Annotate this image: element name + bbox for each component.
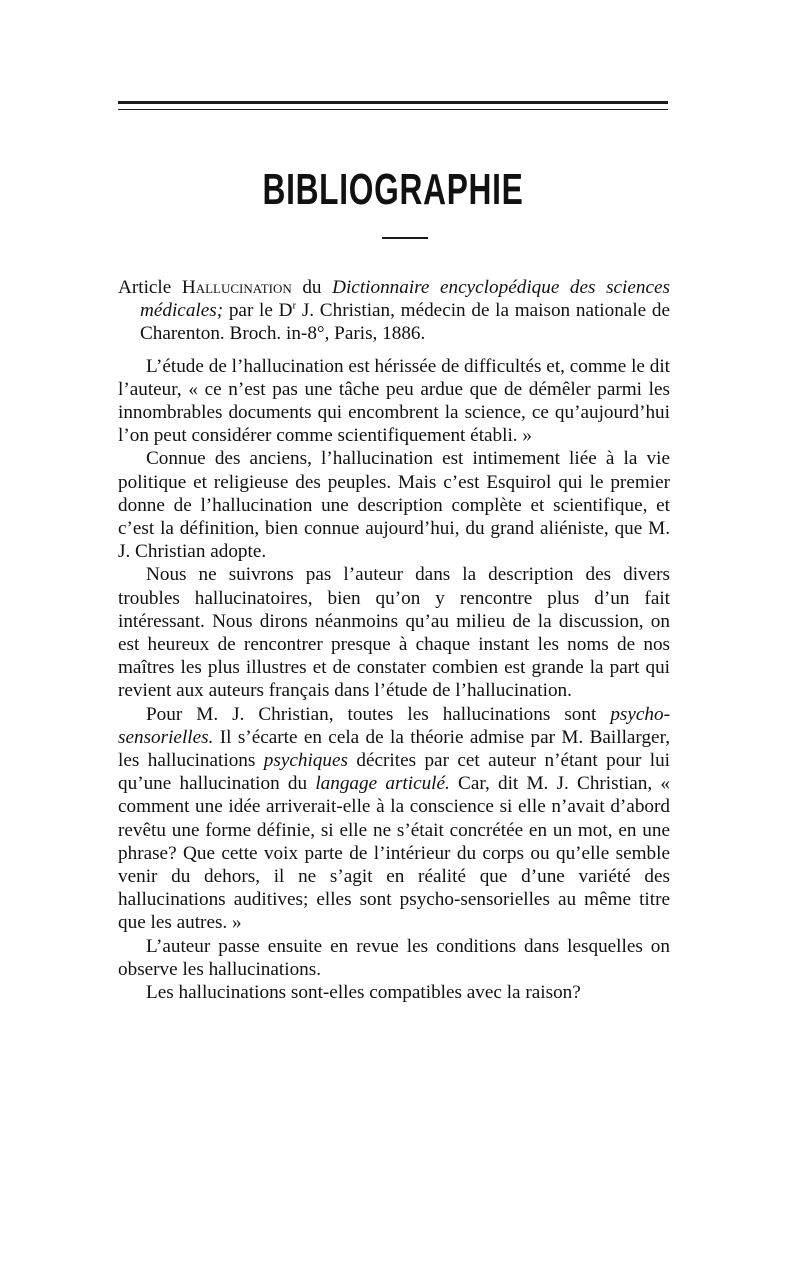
- paragraph-4: [118, 703, 670, 935]
- ref-work: Dictionnaire encyclopédique des sciences médicales;: [140, 277, 671, 322]
- paragraph-6: Les hallucinations sont-elles compatibles avec la raison?: [146, 982, 581, 1004]
- paragraph-3: Nous ne suivrons pas l’auteur dans la description des divers troubles hallucinatoires, bien qu’on y rencontre plus d’un fait intéressant. Nous dirons néanmoins qu’au milieu de la discussion, on est heureux de rencontrer presque à chaque instant les noms de nos maîtres les plus illustres et de constater combien est grande la part qui revient aux auteurs français dans l’étude de l’hallucination.: [118, 564, 670, 702]
- ref-rest: J. Christian, médecin de la maison nationale de Charenton. Broch. in-8°, Paris, 1886.: [140, 300, 670, 345]
- paragraph-2: Connue des anciens, l’hallucination est intimement liée à la vie politique et religieuse des peuples. Mais c’est Esquirol qui le premier donne de l’hallucination une description complète et scientifique, et c’est la définition, bien connue aujourd’hui, du grand aliéniste, que M. J. Christian adopte.: [118, 448, 670, 563]
- p4-text-a: Pour M. J. Christian, toutes les hallucinations sont: [146, 703, 611, 725]
- top-rule-thick: [118, 101, 668, 104]
- ref-sup: r: [292, 299, 297, 312]
- p4-text-c: Il s’écarte en cela de la théorie admise par M. Baillarger, les hallucinations: [118, 726, 670, 772]
- p4-italic-d: psychiques: [263, 750, 348, 772]
- ref-du: du: [291, 277, 333, 298]
- ref-prefix: Article: [118, 277, 172, 298]
- p4-text-g: Car, dit M. J. Christian, « comment une idée arriverait-elle à la conscience si elle n’avait d’abord revêtu une forme définie, si elle ne s’était concrétée en un mot, en une phrase? Que cette voix parte de l’intérieur du corps ou qu’elle semble venir du dehors, il ne s’agit en réalité que d’une variété des hallucinations auditives; elles sont psycho-sensorielles au même titre que les autres. »: [118, 773, 670, 934]
- ref-par: par le D: [223, 300, 293, 322]
- top-rule-thin: [118, 109, 668, 110]
- ref-entry: Hallucination: [181, 277, 292, 298]
- page-title: BIBLIOGRAPHIE: [262, 165, 524, 214]
- p4-italic-f: langage articulé.: [315, 773, 450, 795]
- p4-text-e: décrites par cet auteur n’étant pour lui qu’une hallucination du: [118, 750, 670, 795]
- article-body: [118, 276, 670, 1004]
- paragraph-1: L’étude de l’hallucination est hérissée de difficultés et, comme le dit l’auteur, « ce n’est pas une tâche peu ardue que de démêler parmi les innombrables documents qui encombrent la science, ce qu’aujourd’hui l’on peut considérer comme scientifiquement établi. »: [118, 355, 670, 447]
- reference-entry: [118, 276, 670, 346]
- paragraph-5: L’auteur passe ensuite en revue les conditions dans lesquelles on observe les hallucinations.: [118, 935, 670, 980]
- p4-italic-b: psycho-sensorielles.: [118, 703, 670, 748]
- title-separator: [382, 237, 428, 239]
